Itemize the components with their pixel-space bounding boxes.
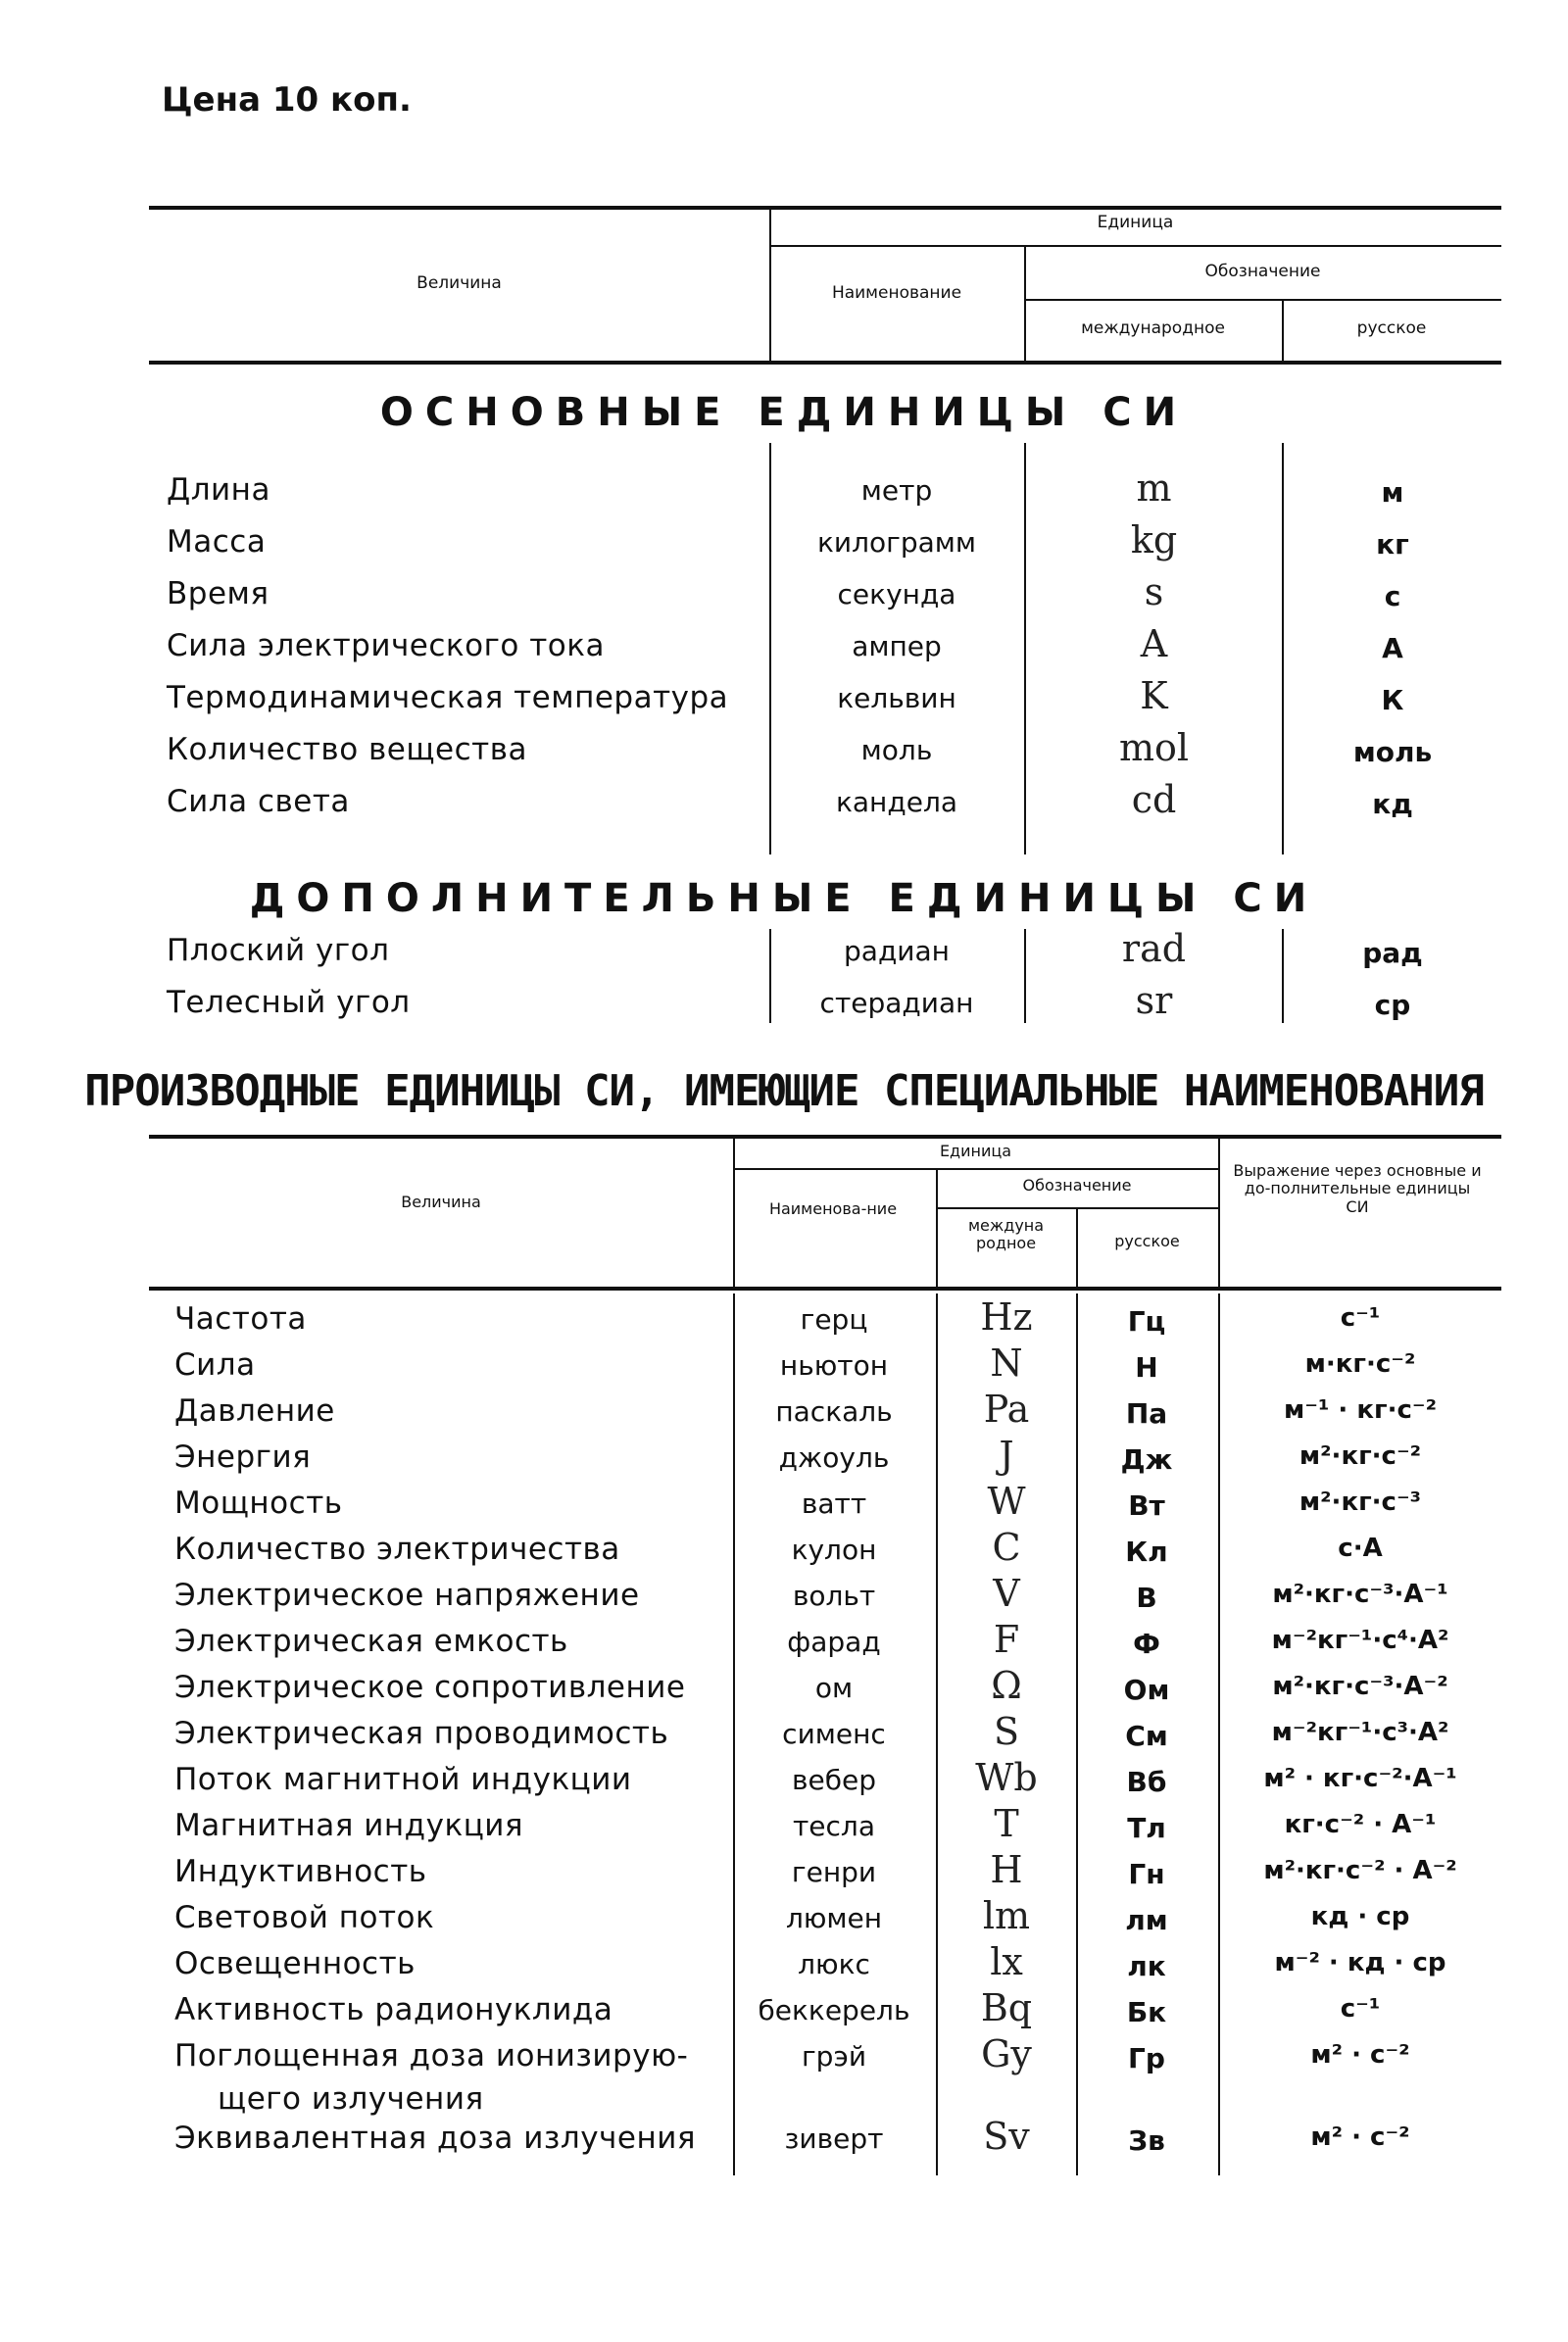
rus-symbol-cell: Гц xyxy=(1127,1305,1166,1338)
expression-cell: м² · с⁻² xyxy=(1310,2122,1410,2152)
expression-cell: м²·кг·с⁻² · А⁻² xyxy=(1263,1856,1457,1885)
quantity-cell: Электрическая емкость xyxy=(174,1624,568,1659)
intl-symbol-cell: m xyxy=(1136,466,1172,510)
unit-name-cell: генри xyxy=(791,1856,877,1888)
rus-symbol-cell: К xyxy=(1381,684,1404,716)
intl-symbol-cell: s xyxy=(1144,570,1164,613)
rus-symbol-cell: Ом xyxy=(1123,1674,1170,1706)
rule xyxy=(149,1287,1501,1291)
section-title-derived: ПРОИЗВОДНЫЕ ЕДИНИЦЫ СИ, ИМЕЮЩИЕ СПЕЦИАЛЬНЫЕ НАИМЕНОВАНИЯ xyxy=(84,1066,1484,1116)
intl-symbol-cell: Gy xyxy=(981,2032,1032,2075)
unit-name-cell: зиверт xyxy=(784,2122,884,2155)
header-symbol: Обозначение xyxy=(1204,262,1321,281)
quantity-cell: Магнитная индукция xyxy=(174,1808,524,1843)
unit-name-cell: сименс xyxy=(782,1718,886,1750)
intl-symbol-cell: N xyxy=(990,1342,1023,1385)
rus-symbol-cell: Дж xyxy=(1120,1443,1173,1476)
unit-name-cell: ньютон xyxy=(779,1349,889,1382)
rus-symbol-cell: Гн xyxy=(1128,1858,1165,1890)
expression-cell: м²·кг·с⁻³·А⁻¹ xyxy=(1272,1580,1448,1609)
intl-symbol-cell: Sv xyxy=(983,2115,1030,2158)
intl-symbol-cell: A xyxy=(1140,622,1168,665)
intl-symbol-cell: H xyxy=(990,1848,1023,1891)
rus-symbol-cell: моль xyxy=(1352,736,1433,768)
quantity-cell: Индуктивность xyxy=(174,1854,427,1889)
quantity-cell: Активность радионуклида xyxy=(174,1992,613,2027)
intl-symbol-cell: J xyxy=(999,1434,1014,1477)
rus-symbol-cell: Ф xyxy=(1133,1628,1160,1660)
expression-cell: м⁻² · кд · ср xyxy=(1274,1948,1446,1977)
expression-cell: м²·кг·с⁻³ xyxy=(1298,1488,1422,1517)
quantity-cell: Сила электрического тока xyxy=(167,628,605,663)
rule xyxy=(1024,299,1501,301)
intl-symbol-cell: rad xyxy=(1121,927,1187,970)
unit-name-cell: грэй xyxy=(801,2040,867,2073)
unit-name-cell: тесла xyxy=(793,1810,875,1842)
intl-symbol-cell: Pa xyxy=(983,1388,1030,1431)
quantity-cell: Масса xyxy=(167,524,267,560)
quantity-cell: Эквивалентная доза излучения xyxy=(174,2121,697,2156)
header-name: Наименование xyxy=(831,283,962,303)
unit-name-cell: ом xyxy=(814,1672,854,1704)
quantity-cell: Поглощенная доза ионизирую- xyxy=(174,2038,689,2074)
rus-symbol-cell: кд xyxy=(1372,788,1413,820)
quantity-cell: Сила света xyxy=(167,784,350,819)
header-unit: Единица xyxy=(939,1142,1012,1160)
intl-symbol-cell: cd xyxy=(1131,778,1177,821)
unit-name-cell: герц xyxy=(800,1303,868,1336)
quantity-cell: Сила xyxy=(174,1347,256,1383)
unit-name-cell: радиан xyxy=(844,935,950,967)
rule xyxy=(769,245,1501,247)
rus-symbol-cell: А xyxy=(1382,632,1403,664)
header-quantity: Величина xyxy=(416,273,502,293)
quantity-cell: Плоский угол xyxy=(167,933,390,968)
rule xyxy=(149,361,1501,365)
unit-name-cell: секунда xyxy=(837,578,956,610)
rus-symbol-cell: кг xyxy=(1376,528,1409,561)
header-quantity: Величина xyxy=(401,1193,481,1211)
rus-symbol-cell: с xyxy=(1384,580,1401,612)
header-unit: Единица xyxy=(1097,213,1174,232)
rule xyxy=(1282,929,1284,1023)
unit-name-cell: беккерель xyxy=(758,1994,910,2026)
expression-cell: с·А xyxy=(1338,1534,1383,1563)
unit-name-cell: паскаль xyxy=(775,1395,893,1428)
quantity-cell: Электрическое напряжение xyxy=(174,1578,640,1613)
header-rus: русское xyxy=(1356,318,1427,338)
rus-symbol-cell: Бк xyxy=(1126,1996,1167,2028)
intl-symbol-cell: W xyxy=(987,1480,1026,1523)
intl-symbol-cell: Wb xyxy=(975,1756,1038,1799)
header-rus: русское xyxy=(1114,1232,1180,1250)
section-title-base: ОСНОВНЫЕ ЕДИНИЦЫ СИ xyxy=(379,390,1189,435)
expression-cell: с⁻¹ xyxy=(1340,1994,1381,2024)
expression-cell: м²·кг·с⁻³·А⁻² xyxy=(1272,1672,1448,1701)
rule xyxy=(149,206,1501,210)
rus-symbol-cell: Гр xyxy=(1128,2042,1165,2074)
unit-name-cell: килограмм xyxy=(816,526,977,559)
intl-symbol-cell: V xyxy=(993,1572,1020,1615)
intl-symbol-cell: mol xyxy=(1118,726,1190,769)
rule xyxy=(1218,1137,1220,1287)
quantity-cell-continuation: щего излучения xyxy=(218,2081,484,2117)
expression-cell: м² · с⁻² xyxy=(1310,2040,1410,2070)
expression-cell: м·кг·с⁻² xyxy=(1304,1349,1416,1379)
rule xyxy=(733,1168,1218,1170)
rus-symbol-cell: рад xyxy=(1362,937,1423,969)
quantity-cell: Количество вещества xyxy=(167,732,527,767)
section-title-supplementary: ДОПОЛНИТЕЛЬНЫЕ ЕДИНИЦЫ СИ xyxy=(249,876,1319,921)
unit-name-cell: метр xyxy=(860,474,933,507)
rus-symbol-cell: См xyxy=(1125,1720,1168,1752)
quantity-cell: Давление xyxy=(174,1393,335,1429)
expression-cell: м⁻²кг⁻¹·с³·А² xyxy=(1271,1718,1449,1747)
rus-symbol-cell: ср xyxy=(1374,989,1411,1021)
expression-cell: м²·кг·с⁻² xyxy=(1298,1441,1422,1471)
rus-symbol-cell: Тл xyxy=(1127,1812,1166,1844)
rus-symbol-cell: м xyxy=(1381,476,1404,509)
quantity-cell: Количество электричества xyxy=(174,1532,620,1567)
rule xyxy=(1218,1293,1220,2175)
rule xyxy=(1282,443,1284,854)
rule xyxy=(733,1293,735,2175)
rule xyxy=(1024,929,1026,1023)
quantity-cell: Частота xyxy=(174,1301,307,1337)
quantity-cell: Поток магнитной индукции xyxy=(174,1762,632,1797)
unit-name-cell: моль xyxy=(860,734,933,766)
price-label: Цена 10 коп. xyxy=(162,80,412,120)
intl-symbol-cell: Hz xyxy=(980,1295,1033,1339)
intl-symbol-cell: C xyxy=(992,1526,1021,1569)
rus-symbol-cell: Н xyxy=(1135,1351,1158,1384)
quantity-cell: Термодинамическая температура xyxy=(167,680,729,715)
header-name: Наименова-ние xyxy=(768,1199,898,1218)
quantity-cell: Электрическое сопротивление xyxy=(174,1670,686,1705)
header-expression: Выражение через основные и до-полнительные единицы СИ xyxy=(1233,1161,1482,1216)
intl-symbol-cell: Ω xyxy=(991,1664,1022,1707)
quantity-cell: Энергия xyxy=(174,1439,312,1475)
unit-name-cell: вебер xyxy=(792,1764,876,1796)
rus-symbol-cell: В xyxy=(1136,1582,1157,1614)
unit-name-cell: кулон xyxy=(791,1534,877,1566)
unit-name-cell: джоуль xyxy=(778,1441,890,1474)
rule xyxy=(769,443,771,854)
quantity-cell: Освещенность xyxy=(174,1946,416,1981)
unit-name-cell: кельвин xyxy=(837,682,956,714)
unit-name-cell: кандела xyxy=(835,786,958,818)
rule xyxy=(1024,443,1026,854)
header-symbol: Обозначение xyxy=(1022,1176,1132,1195)
expression-cell: кд · ср xyxy=(1310,1902,1410,1931)
header-intl: международное xyxy=(1081,318,1225,338)
quantity-cell: Телесный угол xyxy=(167,985,411,1020)
intl-symbol-cell: lm xyxy=(982,1894,1031,1937)
expression-cell: м⁻²кг⁻¹·с⁴·А² xyxy=(1271,1626,1449,1655)
quantity-cell: Длина xyxy=(167,472,270,508)
intl-symbol-cell: S xyxy=(993,1710,1020,1753)
unit-name-cell: вольт xyxy=(792,1580,876,1612)
rule xyxy=(769,929,771,1023)
quantity-cell: Время xyxy=(167,576,270,611)
expression-cell: с⁻¹ xyxy=(1340,1303,1381,1333)
intl-symbol-cell: F xyxy=(993,1618,1020,1661)
quantity-cell: Световой поток xyxy=(174,1900,435,1935)
unit-name-cell: люкс xyxy=(798,1948,870,1980)
intl-symbol-cell: T xyxy=(994,1802,1019,1845)
rus-symbol-cell: Кл xyxy=(1125,1536,1168,1568)
unit-name-cell: стерадиан xyxy=(819,987,974,1019)
rus-symbol-cell: лк xyxy=(1127,1950,1166,1982)
rus-symbol-cell: Зв xyxy=(1128,2124,1165,2157)
intl-symbol-cell: Bq xyxy=(980,1986,1033,2029)
intl-symbol-cell: lx xyxy=(990,1940,1023,1983)
expression-cell: м² · кг·с⁻²·А⁻¹ xyxy=(1263,1764,1457,1793)
intl-symbol-cell: kg xyxy=(1130,518,1178,561)
unit-name-cell: люмен xyxy=(785,1902,883,1934)
rus-symbol-cell: лм xyxy=(1125,1904,1168,1936)
rus-symbol-cell: Па xyxy=(1125,1397,1168,1430)
rus-symbol-cell: Вб xyxy=(1126,1766,1167,1798)
header-intl: междуна родное xyxy=(967,1216,1045,1253)
expression-cell: кг·с⁻² · А⁻¹ xyxy=(1284,1810,1437,1839)
rule xyxy=(936,1293,938,2175)
unit-name-cell: ватт xyxy=(801,1488,867,1520)
expression-cell: м⁻¹ · кг·с⁻² xyxy=(1284,1395,1437,1425)
intl-symbol-cell: K xyxy=(1140,674,1168,717)
rule xyxy=(149,1135,1501,1139)
unit-name-cell: фарад xyxy=(787,1626,881,1658)
unit-name-cell: ампер xyxy=(852,630,942,662)
quantity-cell: Электрическая проводимость xyxy=(174,1716,669,1751)
intl-symbol-cell: sr xyxy=(1135,979,1173,1022)
quantity-cell: Мощность xyxy=(174,1486,343,1521)
rus-symbol-cell: Вт xyxy=(1128,1489,1165,1522)
